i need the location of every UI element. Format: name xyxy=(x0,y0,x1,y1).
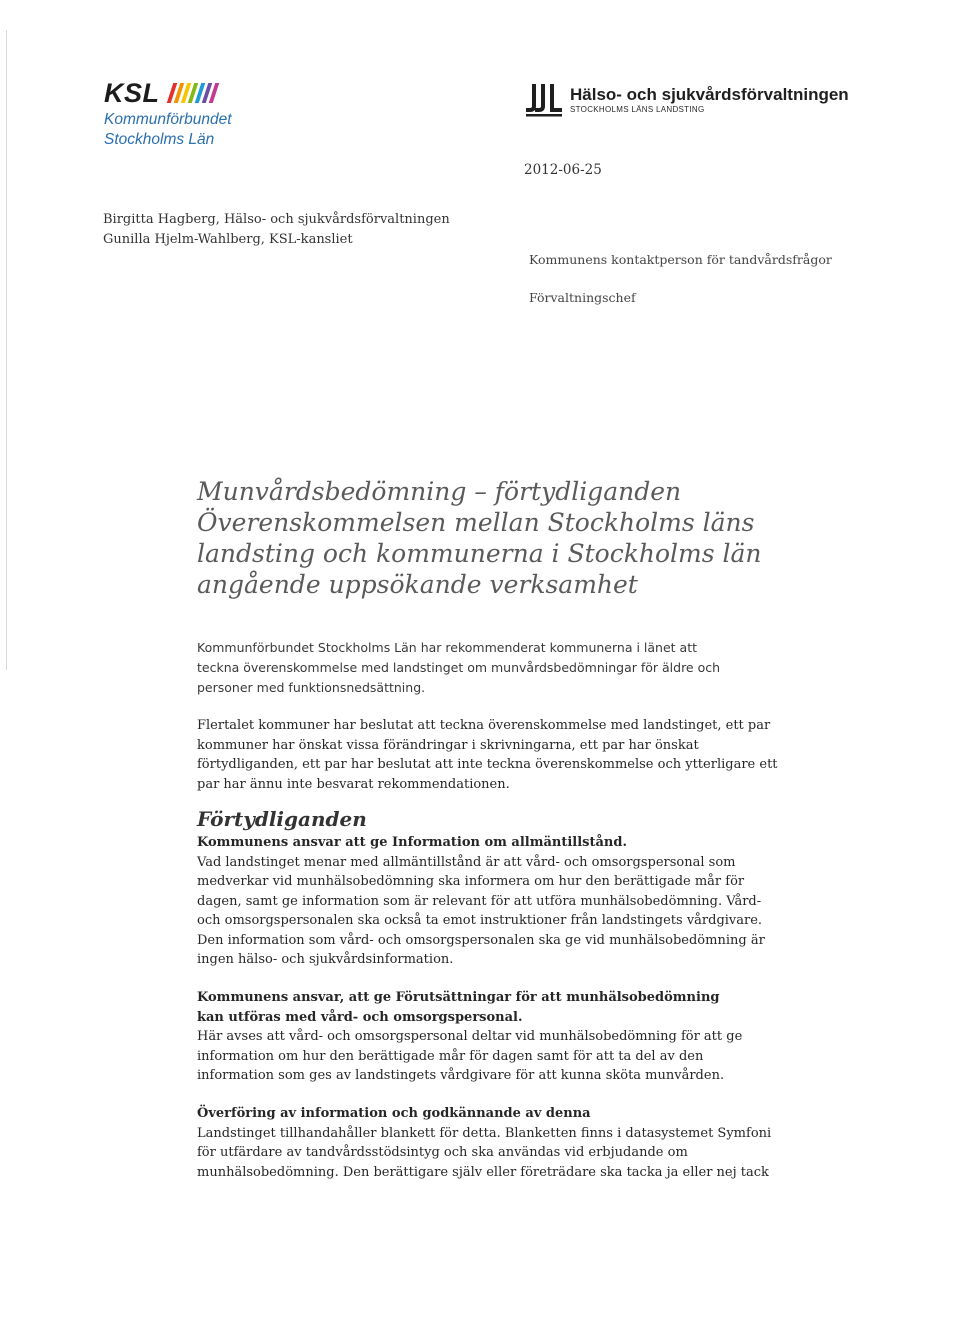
text-line: teckna överenskommelse med landstinget om munvårdsbedömningar för äldre och xyxy=(197,660,721,675)
section-heading: Kommunens ansvar att ge Information om allmäntillstånd. xyxy=(197,835,627,850)
section-heading: kan utföras med vård- och omsorgspersonal. xyxy=(197,1009,523,1025)
text-line: Vad landstinget menar med allmäntillstånd är att vård- och omsorgspersonal som xyxy=(197,854,736,870)
hsf-logo-subtitle: STOCKHOLMS LÄNS LANDSTING xyxy=(570,105,705,114)
section-transfer xyxy=(197,1104,797,1182)
scan-edge-line xyxy=(6,30,7,670)
text-line: kommuner har önskat vissa förändringar i skrivningarna, ett par har önskat xyxy=(197,737,699,753)
sll-mark-icon xyxy=(524,82,564,118)
title-line: Munvårdsbedömning – förtydliganden xyxy=(197,477,682,506)
text-line: och omsorgspersonalen ska också ta emot instruktioner från landstingets vårdgivare. xyxy=(197,913,763,928)
hsf-logo xyxy=(524,82,849,118)
document-title xyxy=(197,476,762,600)
section-prerequisites xyxy=(197,988,797,1086)
text-line: personer med funktionsnedsättning. xyxy=(197,680,426,695)
ksl-logo-line1: Kommunförbundet xyxy=(104,111,232,128)
recipient-line: Förvaltningschef xyxy=(529,290,636,305)
ksl-logo-line2: Stockholms Län xyxy=(104,131,215,148)
text-line: Kommunförbundet Stockholms Län har rekommenderat kommunerna i länet att xyxy=(197,640,697,655)
text-line: information om hur den berättigade mår för dagen samt för att ta del av den xyxy=(197,1048,704,1064)
text-line: ingen hälso- och sjukvårdsinformation. xyxy=(197,952,454,967)
text-line: förtydliganden, ett par har beslutat att inte teckna överenskommelse och ytterligare ett xyxy=(197,757,778,772)
hsf-logo-title: Hälso- och sjukvårdsförvaltningen xyxy=(570,85,849,104)
text-line: Här avses att vård- och omsorgspersonal deltar vid munhälsobedömning för att ge xyxy=(197,1029,743,1044)
intro-paragraph xyxy=(197,638,787,698)
section-heading: Överföring av information och godkännande av denna xyxy=(197,1106,591,1121)
title-line: angående uppsökande verksamhet xyxy=(197,570,638,599)
ksl-logo xyxy=(104,76,304,150)
text-line: för utfärdare av tandvårdsstödsintyg och ska användas vid erbjudande om xyxy=(197,1145,688,1160)
section-information xyxy=(197,833,797,970)
sender-block xyxy=(103,210,450,250)
text-line: munhälsobedömning. Den berättigare själv eller företrädare ska tacka ja eller nej tack xyxy=(197,1164,769,1180)
text-line: Den information som vård- och omsorgspersonalen ska ge vid munhälsobedömning är xyxy=(197,932,765,948)
text-line: information som ges av landstingets vårdgivare för att kunna sköta munvården. xyxy=(197,1068,725,1083)
ksl-logo-word: KSL xyxy=(104,77,160,108)
section-title: Förtydliganden xyxy=(197,807,367,831)
text-line: medverkar vid munhälsobedömning ska informera om hur den berättigade mår för xyxy=(197,874,745,889)
ksl-logo-stripes xyxy=(170,83,219,103)
document-date: 2012-06-25 xyxy=(524,162,602,178)
section-heading: Kommunens ansvar, att ge Förutsättningar för att munhälsobedömning xyxy=(197,990,720,1005)
sender-line: Gunilla Hjelm-Wahlberg, KSL-kansliet xyxy=(103,232,353,247)
paragraph-status xyxy=(197,716,797,794)
text-line: Landstinget tillhandahåller blankett för detta. Blanketten finns i datasystemet Symfoni xyxy=(197,1125,772,1141)
sender-line: Birgitta Hagberg, Hälso- och sjukvårdsförvaltningen xyxy=(103,212,450,227)
text-line: Flertalet kommuner har beslutat att teckna överenskommelse med landstinget, ett par xyxy=(197,718,771,733)
text-line: dagen, samt ge information som är relevant för att utföra munhälsobedömning. Vård- xyxy=(197,893,762,909)
title-line: Överenskommelsen mellan Stockholms läns xyxy=(197,508,755,537)
text-line: par har ännu inte besvarat rekommendationen. xyxy=(197,776,510,792)
recipient-line: Kommunens kontaktperson för tandvårdsfrågor xyxy=(529,252,832,267)
title-line: landsting och kommunerna i Stockholms län xyxy=(197,539,762,568)
